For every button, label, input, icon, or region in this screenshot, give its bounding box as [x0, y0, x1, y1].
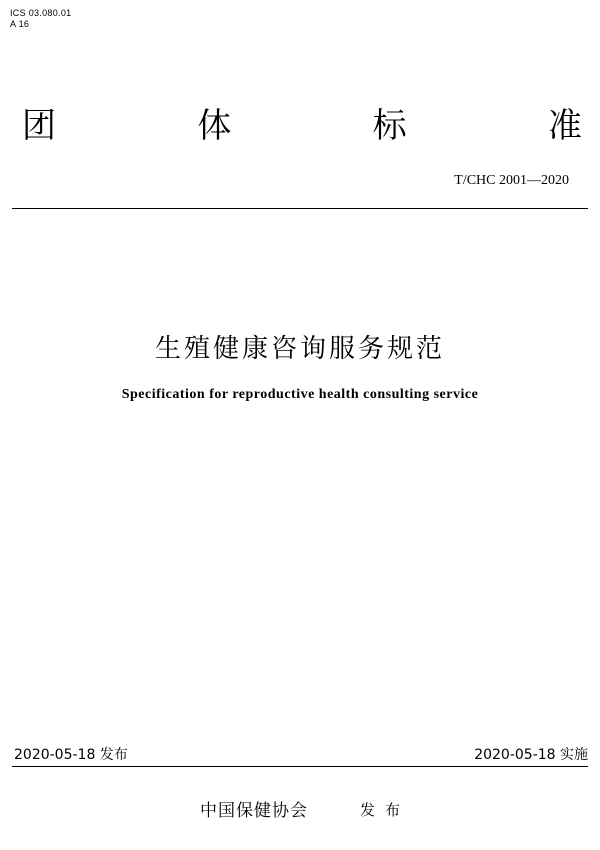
ccs-code: A 16 [10, 19, 30, 29]
publisher-name: 中国保健协会 [200, 801, 308, 821]
publisher-action: 发布 [360, 801, 411, 819]
standard-type-char-1: 团 [22, 106, 56, 146]
document-title-english: Specification for reproductive health consulting service [121, 387, 479, 402]
classification-codes [10, 8, 71, 30]
standard-number: T/CHC 2001—2020 [454, 173, 569, 188]
standard-type-heading [22, 104, 582, 148]
standard-type-char-3: 标 [372, 106, 407, 146]
standard-type-char-2: 体 [197, 106, 232, 146]
top-divider [12, 208, 588, 209]
ics-code: ICS 03.080.01 [10, 8, 72, 18]
implementation-date: 2020-05-18 实施 [474, 747, 588, 763]
document-title-chinese: 生殖健康咨询服务规范 [154, 334, 445, 364]
publish-date: 2020-05-18 发布 [14, 747, 128, 763]
bottom-divider [12, 766, 588, 767]
standard-type-char-4: 准 [547, 106, 582, 146]
